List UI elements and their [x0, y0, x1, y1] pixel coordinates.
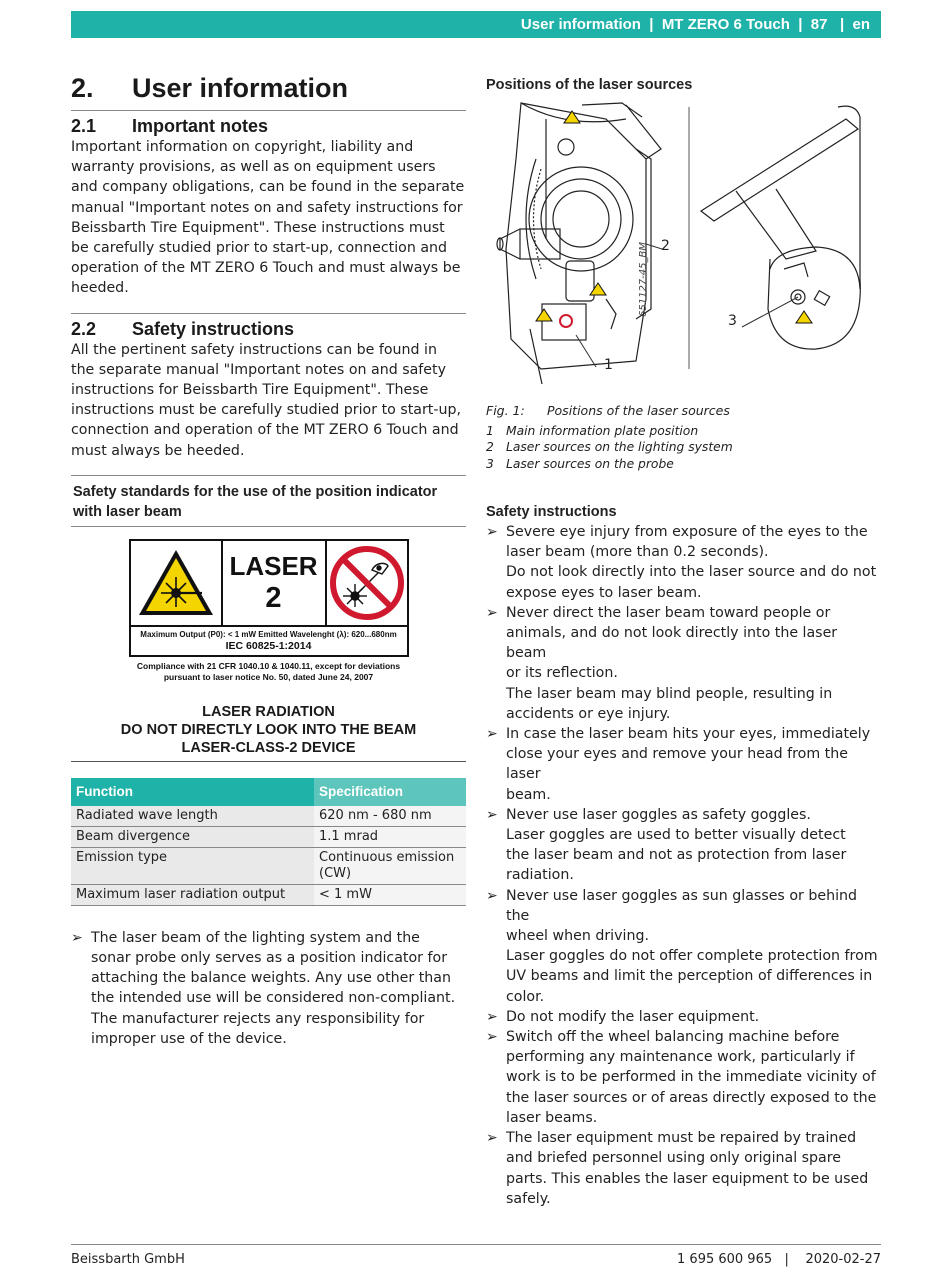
- text-line: The laser beam of the lighting system and the: [91, 929, 420, 946]
- text-line: performing any maintenance work, particularly if: [506, 1049, 855, 1066]
- text-line: Safety standards for the use of the position indicator: [73, 483, 438, 500]
- list-item: [486, 1007, 881, 1027]
- text-line: The laser equipment must be repaired by trained: [506, 1130, 857, 1147]
- text-line: Important information on copyright, liability and: [71, 139, 414, 155]
- figure-legend: [486, 423, 881, 473]
- laser-sign: [129, 539, 409, 657]
- safety-instructions-text: [71, 340, 466, 461]
- legend-text: Main information plate position: [506, 423, 699, 438]
- table-cell: Emission type: [71, 847, 314, 884]
- left-column: [71, 60, 466, 1049]
- section-number: 2.2: [71, 318, 97, 339]
- text-line: sonar probe only serves as a position indicator for: [91, 950, 448, 967]
- legend-item: [486, 423, 881, 440]
- text-line: close your eyes and remove your head from the laser: [506, 746, 848, 783]
- laser-output-spec: Maximum Output (P0): < 1 mW Emitted Wavelenght (λ): 620...680nm: [140, 629, 397, 639]
- header-section: User information: [520, 16, 641, 33]
- text-line: color.: [506, 988, 545, 1005]
- list-item: [486, 724, 881, 805]
- text-line: Never use laser goggles as sun glasses or behind the: [506, 887, 858, 924]
- arrow-bullet-icon: ➢: [486, 604, 498, 621]
- text-line: instructions must be carefully studied prior to start-up,: [71, 402, 461, 419]
- text-line: parts. This enables the laser equipment to be used: [506, 1170, 869, 1187]
- text-line: laser beams.: [506, 1109, 598, 1126]
- arrow-bullet-icon: ➢: [486, 524, 498, 540]
- footer-meta: [677, 1252, 881, 1267]
- text-line: expose eyes to laser beam.: [506, 584, 702, 601]
- laser-warning-label: [129, 539, 409, 683]
- list-item: [486, 805, 881, 886]
- header-divider: |: [640, 16, 662, 33]
- no-staring-icon: [327, 541, 407, 625]
- list-item: [71, 928, 466, 1049]
- table-cell: Continuous emission (CW): [314, 847, 466, 884]
- legend-number: 1: [486, 423, 494, 438]
- arrow-bullet-icon: ➢: [486, 726, 498, 743]
- figure-caption-text: Positions of the laser sources: [547, 403, 730, 418]
- header-language: en: [852, 16, 870, 33]
- table-cell: < 1 mW: [314, 884, 466, 905]
- text-line: the laser beam and not as protection from laser: [506, 847, 847, 864]
- section-number: 2.1: [71, 116, 97, 136]
- text-line: Never use laser goggles as safety goggles.: [506, 806, 811, 823]
- text-line: The laser beam may blind people, resulting in: [506, 685, 833, 702]
- text-line: Beissbarth Tire Equipment". These instructions must: [71, 219, 445, 236]
- intended-use-list: [71, 928, 466, 1049]
- text-line: Do not look directly into the laser source and do not: [506, 564, 877, 581]
- text-line: instructions for Beissbarth Tire Equipment". These: [71, 382, 429, 399]
- list-item: [486, 522, 881, 603]
- text-line: with laser beam: [73, 503, 182, 520]
- right-column: [486, 60, 881, 1209]
- legend-number: 2: [486, 440, 494, 454]
- header-page-number: 87: [810, 16, 828, 33]
- table-cell: Beam divergence: [71, 826, 314, 847]
- text-line: safely.: [506, 1190, 551, 1207]
- table-row: [71, 826, 466, 847]
- page-header-bar: [71, 11, 881, 38]
- text-line: the separate manual "Important notes on and safety: [71, 361, 446, 378]
- footer-divider: [71, 1244, 881, 1245]
- text-line: operation of the MT ZERO 6 Touch and must always be: [71, 260, 461, 277]
- table-cell: 620 nm - 680 nm: [314, 806, 466, 827]
- figure-label: Fig. 1:: [486, 403, 525, 418]
- text-line: pursuant to laser notice No. 50, dated June 24, 2007: [163, 671, 374, 682]
- text-line: LASER RADIATION: [202, 703, 335, 720]
- text-line: LASER-CLASS-2 DEVICE: [181, 739, 356, 756]
- machine-drawing: [486, 99, 881, 389]
- text-line: work is to be performed in the immediate vicinity of: [506, 1069, 876, 1086]
- table-row: [71, 806, 466, 827]
- callout-3: 3: [728, 313, 737, 329]
- text-line: wheel when driving.: [506, 928, 649, 945]
- text-line: and briefed personnel using only original spare: [506, 1150, 841, 1167]
- laser-hazard-icon: [131, 541, 223, 625]
- legend-text: Laser sources on the probe: [506, 456, 674, 471]
- legend-number: 3: [486, 456, 494, 471]
- footer-divider-bar: |: [772, 1252, 806, 1267]
- text-line: Compliance with 21 CFR 1040.10 & 1040.11, except for deviations: [136, 660, 401, 671]
- arrow-bullet-icon: ➢: [486, 1008, 498, 1025]
- safety-standards-title: [71, 475, 466, 527]
- text-line: radiation.: [506, 867, 574, 884]
- figure-caption: [486, 403, 881, 420]
- table-row: [71, 847, 466, 884]
- text-line: attaching the balance weights. Any use other than: [91, 970, 451, 987]
- section-2-2-heading: [71, 318, 466, 340]
- figure-title: Positions of the laser sources: [486, 77, 693, 93]
- text-line: the laser sources or of areas directly exposed to the: [506, 1089, 877, 1106]
- table-header-row: [71, 778, 466, 806]
- section-title: Important notes: [132, 116, 269, 136]
- text-line: heeded.: [71, 280, 129, 297]
- text-line: DO NOT DIRECTLY LOOK INTO THE BEAM: [120, 721, 417, 738]
- table-row: [71, 884, 466, 905]
- text-line: accidents or eye injury.: [506, 705, 671, 722]
- safety-instructions-title: Safety instructions: [486, 504, 617, 520]
- arrow-bullet-icon: ➢: [486, 1029, 498, 1046]
- figure-reference-code: 651127-45_BM: [638, 242, 649, 317]
- laser-word: LASER: [229, 550, 318, 581]
- important-notes-text: [71, 137, 466, 299]
- text-line: UV beams and limit the perception of differences in: [506, 968, 873, 985]
- text-line: connection and operation of the MT ZERO 6 Touch and: [71, 422, 459, 439]
- text-line: The manufacturer rejects any responsibility for: [91, 1010, 425, 1027]
- column-header-specification: Specification: [314, 778, 466, 806]
- laser-standard: IEC 60825-1:2014: [225, 639, 312, 652]
- chapter-heading: [71, 66, 466, 111]
- header-divider: |: [827, 16, 853, 33]
- text-line: and company obligations, can be found in the separate: [71, 179, 465, 196]
- text-line: improper use of the device.: [91, 1030, 287, 1047]
- arrow-bullet-icon: ➢: [486, 887, 498, 904]
- text-line: Switch off the wheel balancing machine before: [506, 1029, 840, 1046]
- text-line: the intended use will be considered non-compliant.: [91, 990, 456, 1007]
- legend-item: [486, 456, 881, 473]
- laser-class-text: [223, 541, 327, 625]
- text-line: Laser goggles are used to better visually detect: [506, 827, 846, 844]
- text-line: All the pertinent safety instructions can be found in: [71, 341, 437, 358]
- list-item: [486, 1128, 881, 1209]
- text-line: be carefully studied prior to start-up, connection and: [71, 240, 448, 257]
- legend-text: Laser sources on the lighting system: [506, 440, 733, 454]
- divider: [71, 313, 466, 314]
- header-product: MT ZERO 6 Touch: [661, 16, 790, 33]
- footer-doc-number: 1 695 600 965: [677, 1252, 773, 1267]
- column-header-function: Function: [71, 778, 314, 806]
- text-line: manual "Important notes on and safety instructions for: [71, 199, 463, 216]
- list-item: [486, 1027, 881, 1128]
- text-line: warranty provisions, as well as on equipment users: [71, 159, 436, 176]
- table-cell: Radiated wave length: [71, 806, 314, 827]
- table-cell: 1.1 mrad: [314, 826, 466, 847]
- laser-spec-table: [71, 778, 466, 906]
- list-item: [486, 603, 881, 724]
- table-cell: Maximum laser radiation output: [71, 884, 314, 905]
- text-line: or its reflection.: [506, 665, 618, 682]
- footer-date: 2020-02-27: [805, 1252, 881, 1267]
- text-line: Severe eye injury from exposure of the eyes to the: [506, 524, 868, 540]
- laser-positions-figure: [486, 99, 881, 389]
- text-line: animals, and do not look directly into the laser beam: [506, 625, 838, 662]
- callout-2: 2: [661, 238, 670, 254]
- section-2-1-heading: [71, 115, 466, 137]
- text-line: Laser goggles do not offer complete protection from: [506, 948, 878, 965]
- text-line: Do not modify the laser equipment.: [506, 1008, 760, 1025]
- list-item: [486, 886, 881, 1007]
- laser-radiation-warning: [71, 703, 466, 762]
- callout-1: 1: [604, 357, 613, 373]
- chapter-title: User information: [132, 72, 349, 103]
- text-line: beam.: [506, 786, 551, 803]
- arrow-bullet-icon: ➢: [486, 1130, 498, 1147]
- header-divider: |: [789, 16, 811, 33]
- section-title: Safety instructions: [132, 318, 295, 339]
- footer-company: Beissbarth GmbH: [71, 1252, 185, 1267]
- laser-class-number: 2: [265, 581, 282, 614]
- arrow-bullet-icon: ➢: [486, 806, 498, 823]
- text-line: laser beam (more than 0.2 seconds).: [506, 544, 769, 561]
- text-line: In case the laser beam hits your eyes, immediately: [506, 726, 871, 743]
- compliance-note: [129, 661, 409, 683]
- text-line: Never direct the laser beam toward people or: [506, 604, 831, 621]
- chapter-number: 2.: [71, 72, 94, 103]
- safety-instructions-list: [486, 522, 881, 1209]
- text-line: must always be heeded.: [71, 442, 245, 459]
- legend-item: [486, 439, 881, 456]
- arrow-bullet-icon: ➢: [71, 929, 83, 946]
